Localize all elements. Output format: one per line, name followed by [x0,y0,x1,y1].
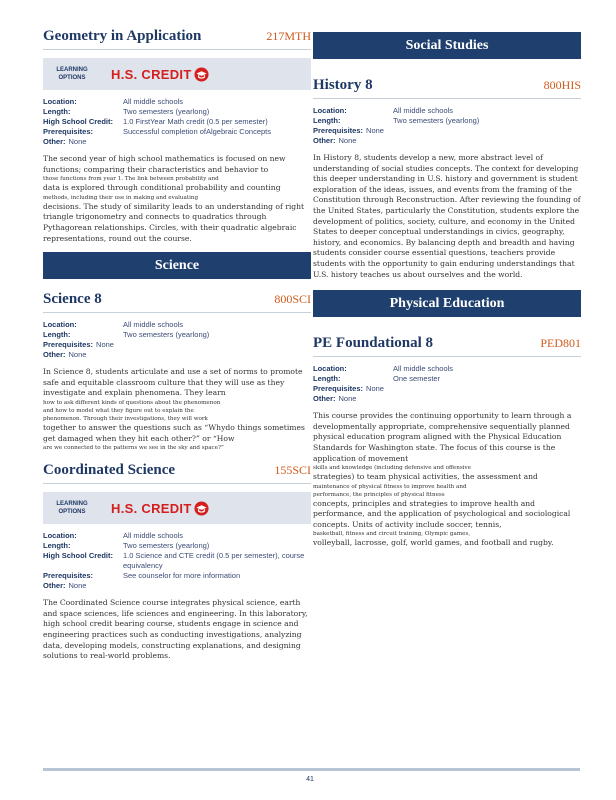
prerequisites-key: Prerequisites: [43,571,94,581]
description-text: maintenance of physical fitness to improve health and [313,483,467,490]
description-text: This course provides the continuing opportunity to learn through a developmentally appropriate, comprehensive sequentially planned physical education program aligned with the Physical Education Standards for Washington state. The focus of this course is the application of movement [313,411,572,463]
science-banner: Science [43,252,311,279]
course-code: 155SCI [274,463,311,478]
course-description: In History 8, students develop a new, more abstract level of understanding of social studies concepts. The context for developing this deeper understanding in U.S. history and government is student exploration of the ideas, issues, and events from the framing of the Constitution through Reconstruction. After reviewing the founding of the United States, particularly the Constitution, students explore the development of politics, society, culture, and economy in the United States to deeper conceptual understandings in civics, geography, history, and economics. By balancing depth and breadth and having students consider course essential questions, teachers provide students with the opportunity to gain enduring understandings that U.S. history teaches us about ourselves and the world. [313,153,581,279]
hs-credit-key: High School Credit: [43,117,113,126]
prerequisites-key: Prerequisites: [313,384,364,394]
prerequisites-key: Prerequisites: [43,127,94,136]
description-text: together to answer the questions such as “Whydo things sometimes get damaged when they hit each other?” or “How [43,422,305,443]
course-header [43,28,311,50]
location-value: All middle schools [123,320,184,330]
course-title: Geometry in Application [43,28,202,44]
other-key: Other: [43,137,66,146]
description-text: skills and knowledge (including defensive and offensive [313,465,471,472]
prerequisites-value: None [366,384,384,394]
length-value: Two semesters (yearlong) [123,330,210,340]
location-key: Location: [313,364,347,374]
length-value: Two semesters (yearlong) [123,107,210,116]
graduation-cap-icon [194,67,209,82]
course-header [313,335,581,357]
length-key: Length: [313,116,341,125]
course-description: The Coordinated Science course integrates physical science, earth and space sciences, life sciences and engineering. In this laboratory, high school credit bearing course, students engage in science and engineering practices such as conducting investigations, analyzing data, developing models, constructing explanations, and designing solutions to real-world problems. [43,598,308,661]
location-key: Location: [43,531,77,541]
other-value: None [338,394,357,404]
prerequisites-value: None [96,340,114,350]
hs-credit-value: 1.0 FirstYear Math credit (0.5 per semester) [123,117,268,126]
course-header [313,77,581,99]
description-text: are we connected to the patterns we see in the sky and space?” [43,445,224,452]
location-value: All middle schools [123,97,184,106]
prerequisites-value: None [366,126,384,135]
hs-credit-box [43,58,311,90]
location-key: Location: [313,106,347,115]
location-key: Location: [43,97,77,106]
description-text: The second year of high school mathematics is focused on new functions; comparing their characteristics and behavior to [43,154,286,174]
learning-options-label: LEARNING OPTIONS [56,501,88,516]
hs-credit-label: H.S. CREDIT [111,500,192,516]
description-text: strategies) to team physical activities, the assessment and [313,472,538,482]
course-history-8 [313,77,581,280]
description-text: concepts, principles and strategies to improve health and performance, and the application of psychological and sociological concepts. Units of activity include soccer, tennis, [313,498,571,529]
location-value: All middle schools [393,106,454,115]
course-header [43,291,311,313]
length-key: Length: [43,541,71,551]
course-code: PED801 [540,336,581,351]
length-key: Length: [43,107,71,116]
left-column [43,28,311,662]
description-text: methods, including their use in making and evaluating [43,194,199,201]
course-code: 217MTH [266,29,311,43]
course-pe-foundational-8 [313,335,581,549]
length-value: One semester [393,374,441,384]
location-key: Location: [43,320,77,330]
hs-credit-box [43,492,311,524]
graduation-cap-icon [194,501,209,516]
other-value: None [68,137,87,146]
course-info [313,364,581,404]
course-coordinated-science [43,462,311,662]
length-value: Two semesters (yearlong) [123,541,210,551]
social-studies-banner: Social Studies [313,32,581,59]
page-number: 41 [306,776,314,783]
description-text: data is explored through conditional probability and counting [43,183,281,193]
other-value: None [68,350,87,360]
prerequisites-value: See counselor for more information [123,571,241,581]
description-text: how to ask different kinds of questions about the phenomenon [43,399,221,406]
course-title: History 8 [313,77,373,93]
hs-credit-label: H.S. CREDIT [111,66,192,82]
location-value: All middle schools [393,364,454,374]
course-title: PE Foundational 8 [313,335,434,352]
other-key: Other: [43,581,66,591]
right-column [313,32,581,549]
description-text: and how to model what they figure out to explain the [43,407,194,414]
course-description [313,411,581,549]
length-key: Length: [313,374,341,384]
description-text: phenomenon. Through their investigations, they will work [43,415,208,422]
prerequisites-key: Prerequisites: [43,340,94,350]
course-code: 800SCI [274,292,311,307]
course-description [43,367,311,452]
course-info [43,531,311,591]
hs-credit-value: 1.0 Science and CTE credit (0.5 per semester), course equivalency [123,551,305,571]
length-key: Length: [43,330,71,340]
course-info [313,106,581,146]
description-text: volleyball, lacrosse, golf, world games, and football and rugby. [313,538,554,548]
other-key: Other: [313,394,336,404]
prerequisites-key: Prerequisites: [313,126,364,135]
footer-divider [43,768,580,771]
description-text: In Science 8, students articulate and use a set of norms to promote safe and equitable classroom culture that they will use as they investigate and explain phenomena. They learn [43,367,303,398]
description-text: performance, the principles of physical fitness [313,491,445,498]
other-key: Other: [313,136,336,145]
prerequisites-value: Successful completion ofAlgebraic Concepts [123,127,271,136]
course-science-8 [43,291,311,452]
hs-credit-key: High School Credit: [43,551,113,561]
course-description [43,154,311,244]
course-info [43,97,311,147]
course-code: 800HIS [543,78,581,92]
description-text: those functions from year 1. The link between probability and [43,176,219,183]
course-info [43,320,311,360]
other-key: Other: [43,350,66,360]
other-value: None [338,136,357,145]
description-text: decisions. The study of similarity leads to an understanding of right triangle trigonometry and connects to quadratics through Pythagorean relationships. Circles, with their quadratic algebraic representations, round out the course. [43,201,305,243]
learning-options-label: LEARNING OPTIONS [56,67,88,81]
physical-education-banner: Physical Education [313,290,581,317]
course-geometry [43,28,311,244]
course-header [43,462,311,484]
length-value: Two semesters (yearlong) [393,116,480,125]
description-text: basketball, fitness and circuit training, Olympic games, [313,531,471,538]
location-value: All middle schools [123,531,184,541]
other-value: None [68,581,87,591]
course-title: Coordinated Science [43,462,176,479]
course-title: Science 8 [43,291,102,308]
